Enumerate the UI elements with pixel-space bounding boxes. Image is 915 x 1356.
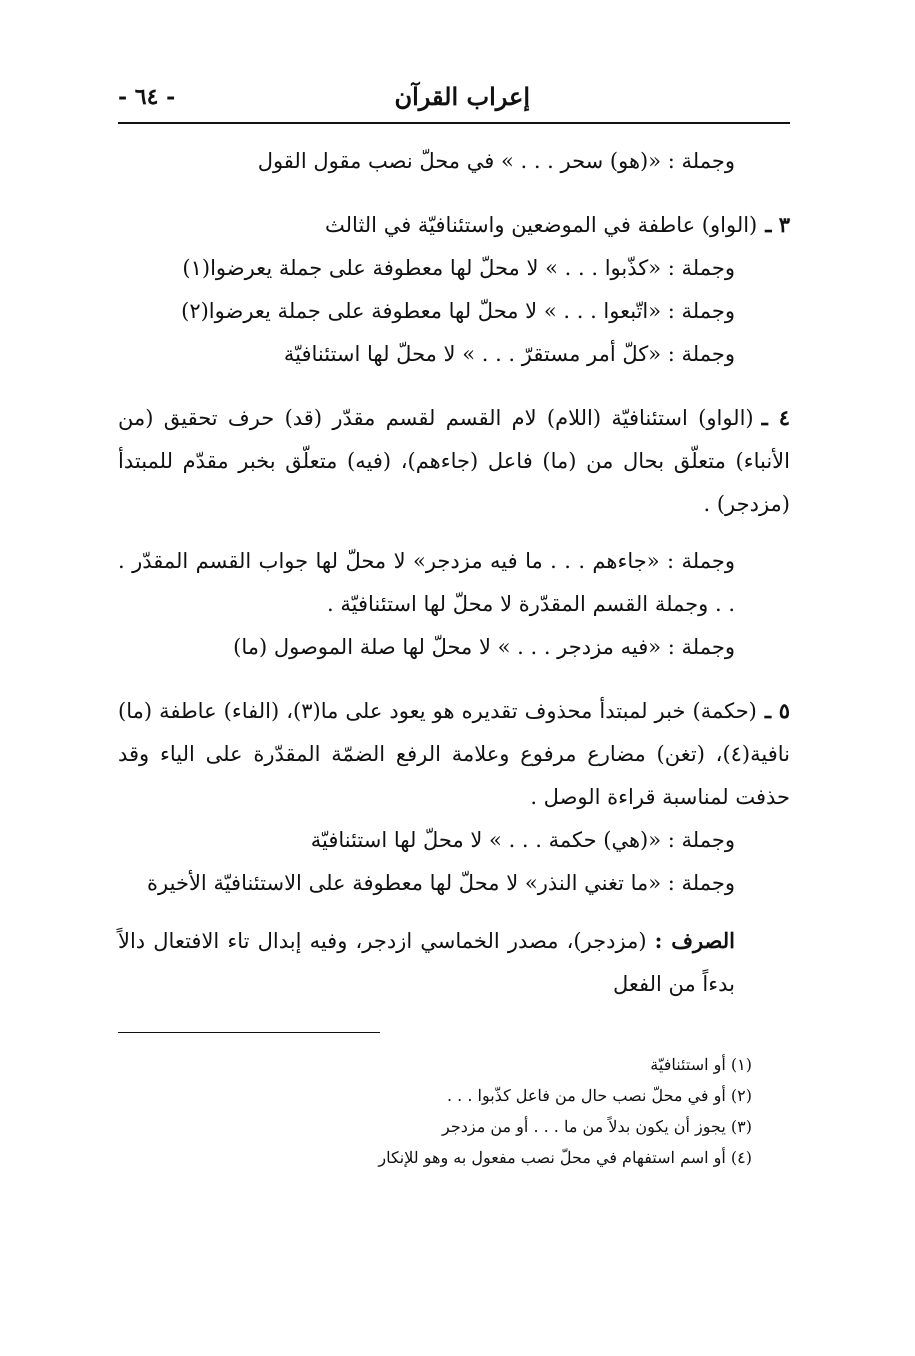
sentence-line: وجملة : «ما تغني النذر» لا محلّ لها معطوفة على الاستئنافيّة الأخيرة [147,871,735,895]
item-number: ٣ ـ [765,212,790,237]
footnote: (٢) أو في محلّ نصب حال من فاعل كذّبوا . . . [446,1086,752,1105]
item-text: (الواو) استئنافيّة (اللام) لام القسم لقسم مقدّر (قد) حرف تحقيق (من الأنباء) متعلّق بحال من (ما) فاعل (جاءهم)، (فيه) متعلّق بخبر مقدّم للمبتدأ (مزدجر) . [118,406,790,516]
sentence-line: وجملة : «كذّبوا . . . » لا محلّ لها معطوفة على جملة يعرضوا(١) [182,256,735,280]
sarf-paragraph [118,919,790,1006]
sentence-line: وجملة : «فيه مزدجر . . . » لا محلّ لها صلة الموصول (ما) [233,635,735,659]
item-number: ٥ ـ [764,698,790,723]
sarf-label: الصرف : [654,928,735,953]
footnote-divider [118,1032,380,1033]
sentence-paragraph: وجملة : «جاءهم . . . ما فيه مزدجر» لا محلّ لها جواب القسم المقدّر . . . وجملة القسم المقدّرة لا محلّ لها استئنافيّة . [118,549,735,616]
page [118,78,790,1173]
footnote: (٤) أو اسم استفهام في محلّ نصب مفعول به وهو للإنكار [378,1148,752,1167]
sentence-line: وجملة : «(هي) حكمة . . . » لا محلّ لها استئنافيّة [310,828,735,852]
footnotes [118,1049,790,1173]
main-text [118,124,790,1006]
item-5 [118,689,790,819]
book-title: إعراب القرآن [394,82,530,111]
footnote: (٣) يجوز أن يكون بدلاً من ما . . . أو من مزدجر [442,1117,752,1136]
sentence-line: وجملة : «كلّ أمر مستقرّ . . . » لا محلّ لها استئنافيّة [283,342,735,366]
item-number: ٤ ـ [761,405,791,430]
page-header [118,78,790,124]
item-4 [118,396,790,526]
sentence-line: وجملة : «اتّبعوا . . . » لا محلّ لها معطوفة على جملة يعرضوا(٢) [181,299,735,323]
item-text: (حكمة) خبر لمبتدأ محذوف تقديره هو يعود على ما(٣)، (الفاء) عاطفة (ما) نافية(٤)، (تغن) مضارع مرفوع وعلامة الرفع الضمّة المقدّرة على الياء وقد حذفت لمناسبة قراءة الوصل . [118,699,790,809]
page-number: - ٦٤ - [118,84,176,110]
sentence-line: وجملة : «(هو) سحر . . . » في محلّ نصب مقول القول [257,149,735,173]
footnote: (١) أو استئنافيّة [650,1055,752,1074]
sarf-text: (مزدجر)، مصدر الخماسي ازدجر، وفيه إبدال تاء الافتعال دالاً بدءاً من الفعل [118,929,735,996]
item-3 [118,203,790,247]
item-text: (الواو) عاطفة في الموضعين واستئنافيّة في الثالث [325,213,758,237]
